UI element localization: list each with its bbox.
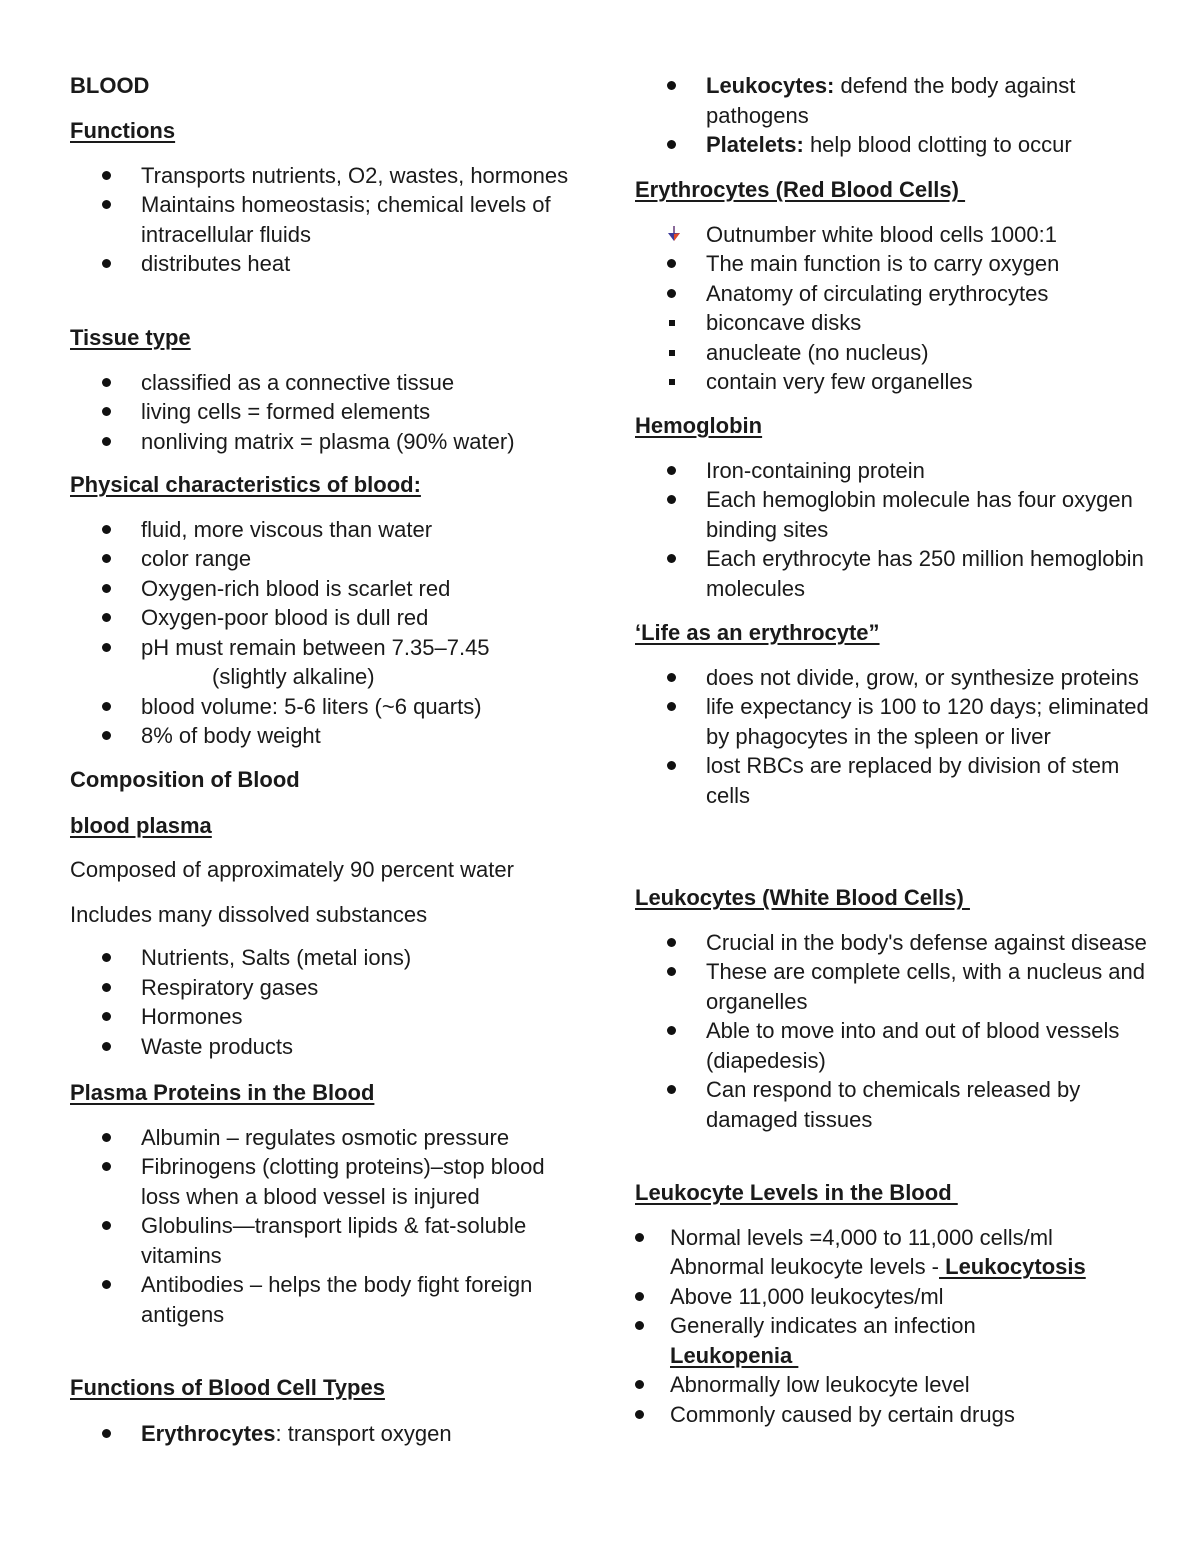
bullet-icon	[102, 368, 116, 398]
bullet-icon	[667, 663, 681, 693]
bullet-icon	[102, 249, 116, 279]
list-item: pH must remain between 7.35–7.45	[70, 633, 570, 663]
paragraph-dissolved: Includes many dissolved substances	[70, 901, 428, 927]
list-item: Oxygen-rich blood is scarlet red	[70, 574, 570, 604]
heading-hemoglobin: Hemoglobin	[635, 413, 763, 438]
heading-erythrocytes: Erythrocytes (Red Blood Cells)	[635, 177, 966, 202]
section-physical	[70, 470, 570, 751]
list-item: Anatomy of circulating erythrocytes	[635, 279, 1155, 309]
list-item: Erythrocytes: transport oxygen	[70, 1419, 570, 1449]
bullet-icon	[667, 1016, 681, 1046]
square-bullet-icon	[667, 308, 681, 338]
bullet-icon	[102, 692, 116, 722]
list-plasma-proteins	[70, 1123, 570, 1330]
list-leukocyte-levels	[635, 1223, 1155, 1430]
list-item: Globulins—transport lipids & fat-soluble vitamins	[70, 1211, 570, 1270]
list-item: Oxygen-poor blood is dull red	[70, 603, 570, 633]
section-cell-types	[70, 1373, 570, 1448]
bullet-icon	[102, 515, 116, 545]
bullet-icon	[635, 1282, 649, 1312]
document-title: BLOOD	[70, 73, 150, 98]
list-functions	[70, 161, 570, 279]
list-erythrocytes	[635, 220, 1155, 397]
list-item: 8% of body weight	[70, 721, 570, 751]
heading-cell-types: Functions of Blood Cell Types	[70, 1375, 385, 1400]
heading-life-erythrocyte: ‘Life as an erythrocyte”	[635, 620, 880, 645]
list-item: Respiratory gases	[70, 973, 570, 1003]
bullet-icon	[102, 633, 116, 663]
list-item: Leukocytes: defend the body against pathogens	[635, 71, 1155, 130]
bullet-icon	[102, 1419, 116, 1449]
list-item: classified as a connective tissue	[70, 368, 570, 398]
list-item: Each erythrocyte has 250 million hemoglobin molecules	[635, 544, 1155, 603]
list-item: color range	[70, 544, 570, 574]
bullet-icon	[667, 692, 681, 722]
term-leukocytosis: Leukocytosis	[939, 1254, 1086, 1279]
list-item: Outnumber white blood cells 1000:1	[635, 220, 1155, 250]
bullet-icon	[667, 130, 681, 160]
list-item: fluid, more viscous than water	[70, 515, 570, 545]
bullet-icon	[102, 973, 116, 1003]
bullet-icon	[102, 190, 116, 220]
list-cell-types	[70, 1419, 570, 1449]
section-hemoglobin	[635, 411, 1155, 603]
list-item: Generally indicates an infection Leukopenia	[635, 1311, 1155, 1370]
section-cell-types-continued	[635, 71, 1155, 160]
list-item: Antibodies – helps the body fight foreign antigens	[70, 1270, 570, 1329]
list-item: Hormones	[70, 1002, 570, 1032]
heading-functions: Functions	[70, 118, 176, 143]
list-item: Above 11,000 leukocytes/ml	[635, 1282, 1155, 1312]
section-life-erythrocyte	[635, 618, 1155, 810]
list-item: Waste products	[70, 1032, 570, 1062]
list-item: Maintains homeostasis; chemical levels of intracellular fluids	[70, 190, 570, 249]
bullet-icon	[102, 943, 116, 973]
list-tissue-type	[70, 368, 570, 457]
bullet-icon	[102, 1032, 116, 1062]
heading-composition: Composition of Blood	[70, 767, 300, 792]
list-item: biconcave disks	[635, 308, 1155, 338]
list-item: Commonly caused by certain drugs	[635, 1400, 1155, 1430]
heading-plasma-proteins: Plasma Proteins in the Blood	[70, 1080, 375, 1105]
bullet-icon	[667, 957, 681, 987]
bullet-icon	[635, 1311, 649, 1341]
list-item: Able to move into and out of blood vessels (diapedesis)	[635, 1016, 1155, 1075]
arrow-bullet-icon	[667, 220, 681, 250]
heading-leukocyte-levels: Leukocyte Levels in the Blood	[635, 1180, 958, 1205]
list-item: does not divide, grow, or synthesize proteins	[635, 663, 1155, 693]
list-item: Transports nutrients, O2, wastes, hormones	[70, 161, 570, 191]
bullet-icon	[667, 485, 681, 515]
bullet-icon	[102, 1211, 116, 1241]
list-physical	[70, 515, 570, 751]
bullet-icon	[102, 544, 116, 574]
bullet-icon	[102, 721, 116, 751]
bullet-icon	[102, 397, 116, 427]
list-cell-types-continued	[635, 71, 1155, 160]
bullet-icon	[635, 1223, 649, 1253]
list-leukocytes	[635, 928, 1155, 1135]
bullet-icon	[102, 603, 116, 633]
list-hemoglobin	[635, 456, 1155, 604]
document-title-block	[70, 71, 570, 101]
list-item: Abnormally low leukocyte level	[635, 1370, 1155, 1400]
list-item: Fibrinogens (clotting proteins)–stop blood loss when a blood vessel is injured	[70, 1152, 570, 1211]
square-bullet-icon	[667, 367, 681, 397]
square-bullet-icon	[667, 338, 681, 368]
bullet-icon	[102, 1152, 116, 1182]
list-item: Albumin – regulates osmotic pressure	[70, 1123, 570, 1153]
list-item: distributes heat	[70, 249, 570, 279]
bullet-icon	[102, 427, 116, 457]
list-item: Normal levels =4,000 to 11,000 cells/ml Abnormal leukocyte levels - Leukocytosis	[635, 1223, 1155, 1282]
section-functions	[70, 116, 570, 279]
list-item: life expectancy is 100 to 120 days; eliminated by phagocytes in the spleen or liver	[635, 692, 1155, 751]
list-item: Crucial in the body's defense against disease	[635, 928, 1155, 958]
bullet-icon	[102, 1270, 116, 1300]
bullet-icon	[667, 279, 681, 309]
list-item: contain very few organelles	[635, 367, 1155, 397]
section-composition	[70, 765, 570, 1061]
list-life-erythrocyte	[635, 663, 1155, 811]
list-item: lost RBCs are replaced by division of stem cells	[635, 751, 1155, 810]
paragraph-plasma-water: Composed of approximately 90 percent water	[70, 857, 514, 882]
list-dissolved	[70, 943, 570, 1061]
section-erythrocytes	[635, 175, 1155, 397]
section-leukocytes	[635, 883, 1155, 1134]
section-tissue-type	[70, 323, 570, 456]
bullet-icon	[667, 751, 681, 781]
list-item: Each hemoglobin molecule has four oxygen binding sites	[635, 485, 1155, 544]
list-item: These are complete cells, with a nucleus and organelles	[635, 957, 1155, 1016]
bullet-icon	[635, 1370, 649, 1400]
list-item: blood volume: 5-6 liters (~6 quarts)	[70, 692, 570, 722]
section-plasma-proteins	[70, 1078, 570, 1329]
bullet-icon	[667, 544, 681, 574]
list-item: Can respond to chemicals released by damaged tissues	[635, 1075, 1155, 1134]
subheading-blood-plasma: blood plasma	[70, 812, 212, 838]
section-leukocyte-levels	[635, 1178, 1155, 1429]
term-leukopenia: Leukopenia	[670, 1342, 799, 1368]
bullet-icon	[635, 1400, 649, 1430]
list-item: anucleate (no nucleus)	[635, 338, 1155, 368]
list-item: Platelets: help blood clotting to occur	[635, 130, 1155, 160]
bullet-icon	[102, 574, 116, 604]
heading-tissue-type: Tissue type	[70, 325, 191, 350]
bullet-icon	[667, 1075, 681, 1105]
list-item: nonliving matrix = plasma (90% water)	[70, 427, 570, 457]
bullet-icon	[667, 249, 681, 279]
list-item: Iron-containing protein	[635, 456, 1155, 486]
bullet-icon	[102, 1002, 116, 1032]
bullet-icon	[667, 928, 681, 958]
list-item: The main function is to carry oxygen	[635, 249, 1155, 279]
list-item: living cells = formed elements	[70, 397, 570, 427]
bullet-icon	[667, 456, 681, 486]
heading-physical: Physical characteristics of blood:	[70, 472, 421, 497]
bullet-icon	[667, 71, 681, 101]
bullet-icon	[102, 161, 116, 191]
bullet-icon	[102, 1123, 116, 1153]
heading-leukocytes: Leukocytes (White Blood Cells)	[635, 885, 970, 910]
list-item-continuation: (slightly alkaline)	[212, 664, 375, 689]
list-item: Nutrients, Salts (metal ions)	[70, 943, 570, 973]
